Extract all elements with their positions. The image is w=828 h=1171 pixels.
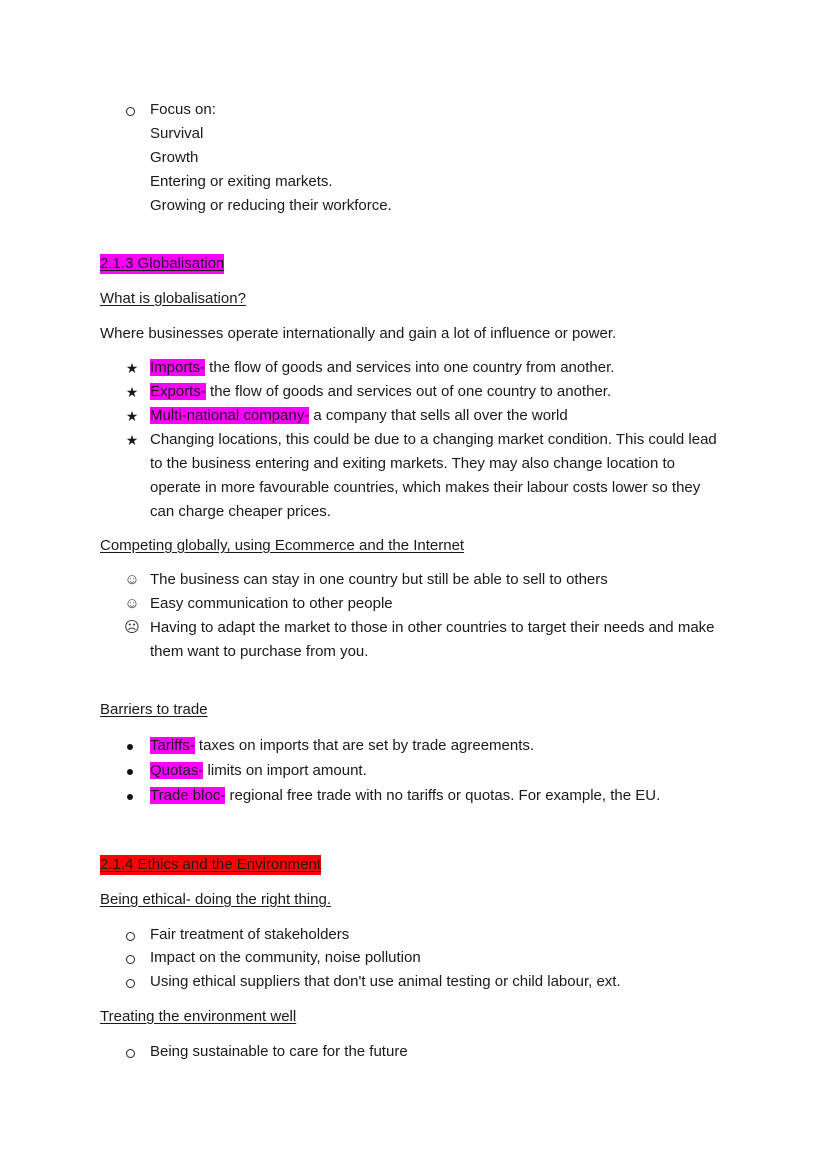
dot-bullet-icon: [122, 761, 138, 781]
barrier-item: Trade bloc- regional free trade with no tariffs or quotas. For example, the EU.: [150, 787, 661, 804]
circle-bullet-icon: [122, 1042, 138, 1064]
term-quotas: Quotas-: [150, 762, 204, 779]
circle-bullet-icon: [122, 972, 138, 994]
smiley-icon: ☺: [124, 595, 140, 612]
star-bullet-icon: ★: [125, 384, 139, 400]
circle-bullet-icon: [122, 100, 138, 122]
ethical-point: Impact on the community, noise pollution: [150, 949, 421, 966]
section-heading-ethics: 2.1.4 Ethics and the Environment: [100, 856, 321, 873]
changing-locations-line: operate in more favourable countries, which makes their labour costs lower so they: [150, 479, 701, 496]
ethical-point: Fair treatment of stakeholders: [150, 926, 350, 943]
term-item: Multi-national company- a company that sells all over the world: [150, 407, 568, 424]
changing-locations-line: can charge cheaper prices.: [150, 503, 331, 520]
subheading-being-ethical: Being ethical- doing the right thing.: [100, 891, 331, 908]
focus-line: Growth: [150, 149, 199, 166]
barrier-item: Quotas- limits on import amount.: [150, 762, 367, 779]
subheading-what-is-globalisation: What is globalisation?: [100, 290, 246, 307]
ethical-point: Using ethical suppliers that don't use animal testing or child labour, ext.: [150, 973, 621, 990]
star-bullet-icon: ★: [125, 432, 139, 448]
focus-label: Focus on:: [150, 101, 216, 118]
competing-point-cont: them want to purchase from you.: [150, 643, 369, 660]
subheading-competing-globally: Competing globally, using Ecommerce and the Internet: [100, 537, 465, 554]
subheading-barriers-to-trade: Barriers to trade: [100, 701, 208, 718]
changing-locations-line: to the business entering and exiting markets. They may also change location to: [150, 455, 676, 472]
term-trade-bloc: Trade bloc-: [150, 787, 226, 804]
term-imports: Imports-: [150, 359, 206, 376]
term-multinational: Multi-national company-: [150, 407, 310, 424]
subheading-environment: Treating the environment well: [100, 1008, 297, 1025]
environment-point: Being sustainable to care for the future: [150, 1043, 408, 1060]
frown-icon: ☹: [124, 619, 140, 636]
competing-point: The business can stay in one country but still be able to sell to others: [150, 571, 608, 588]
star-bullet-icon: ★: [125, 360, 139, 376]
section-heading-globalisation: 2.1.3 Globalisation: [100, 255, 225, 272]
circle-bullet-icon: [122, 925, 138, 947]
term-tariffs: Tariffs-: [150, 737, 195, 754]
globalisation-definition: Where businesses operate internationally and gain a lot of influence or power.: [100, 325, 617, 342]
term-item: Exports- the flow of goods and services out of one country to another.: [150, 383, 612, 400]
focus-line: Entering or exiting markets.: [150, 173, 333, 190]
term-item: Imports- the flow of goods and services into one country from another.: [150, 359, 615, 376]
changing-locations-line: Changing locations, this could be due to a changing market condition. This could lead: [150, 431, 717, 448]
focus-line: Growing or reducing their workforce.: [150, 197, 392, 214]
smiley-icon: ☺: [124, 571, 140, 588]
star-bullet-icon: ★: [125, 408, 139, 424]
dot-bullet-icon: [122, 786, 138, 806]
competing-point: Easy communication to other people: [150, 595, 393, 612]
competing-point: Having to adapt the market to those in other countries to target their needs and make: [150, 619, 715, 636]
term-exports: Exports-: [150, 383, 206, 400]
barrier-item: Tariffs- taxes on imports that are set by trade agreements.: [150, 737, 535, 754]
circle-bullet-icon: [122, 948, 138, 970]
focus-line: Survival: [150, 125, 204, 142]
dot-bullet-icon: [122, 736, 138, 756]
